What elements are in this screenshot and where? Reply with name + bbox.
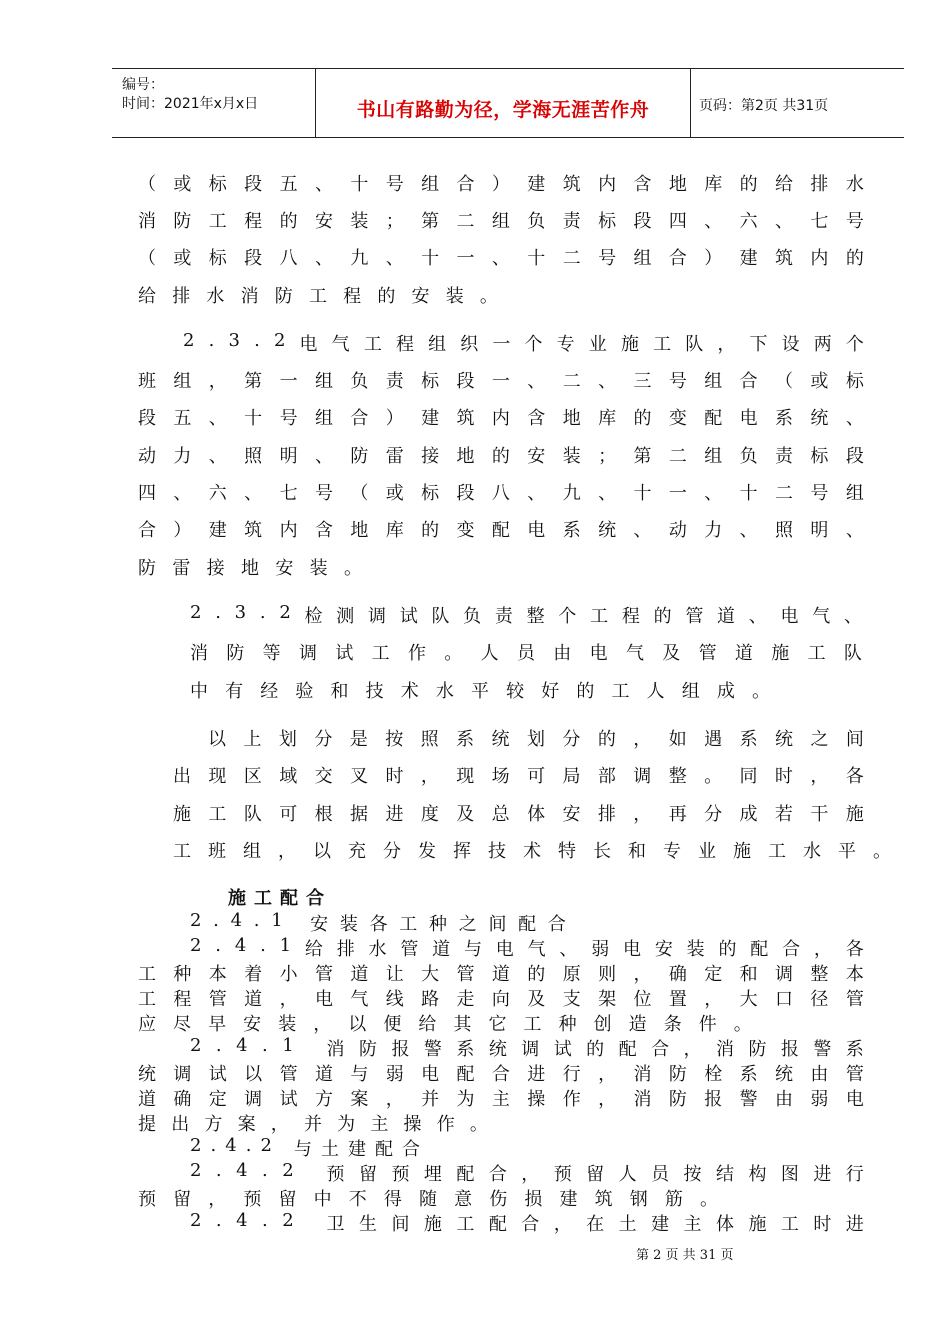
doc-time-label: 时间：2021年x月x日 (122, 96, 259, 112)
text-line: 2 . 4 . 1 消 防 报 警 系 统 调 试 的 配 合 ， 消 防 报 警 系 (190, 1035, 864, 1060)
text-line: 2 . 4 . 1 安 装 各 工 种 之 间 配 合 (190, 910, 566, 935)
text-line: 2 . 3 . 2 电 气 工 程 组 织 一 个 专 业 施 工 队 ， 下 设 两 个 (183, 330, 864, 355)
header-page-number: 页码：第2页 共31页 (699, 98, 829, 114)
text-line: 道 确 定 调 试 方 案 ， 并 为 主 操 作 ， 消 防 报 警 由 弱 电 (138, 1089, 864, 1110)
text-line: 段 五 、 十 号 组 合 ） 建 筑 内 含 地 库 的 变 配 电 系 统 、 (138, 408, 864, 429)
text-line: 消 防 工 程 的 安 装 ； 第 二 组 负 责 标 段 四 、 六 、 七 号 (138, 211, 864, 232)
text-line: （ 或 标 段 八 、 九 、 十 一 、 十 二 号 组 合 ） 建 筑 内 的 (138, 248, 864, 269)
text-line: 合 ） 建 筑 内 含 地 库 的 变 配 电 系 统 、 动 力 、 照 明 、 (138, 520, 864, 541)
text-line: 统 调 试 以 管 道 与 弱 电 配 合 进 行 ， 消 防 栓 系 统 由 管 (138, 1064, 864, 1085)
page-header (112, 68, 904, 138)
text-line: 2 . 3 . 2 检 测 调 试 队 负 责 整 个 工 程 的 管 道 、 电 气 、 (190, 602, 862, 627)
text-line: 工 种 本 着 小 管 道 让 大 管 道 的 原 则 ， 确 定 和 调 整 本 (138, 964, 864, 985)
text-line: 2 . 4 . 1 给 排 水 管 道 与 电 气 、 弱 电 安 装 的 配 合 ， 各 (190, 935, 864, 960)
text-line: 2 . 4 . 2 预 留 预 埋 配 合 ， 预 留 人 员 按 结 构 图 进 行 (190, 1160, 864, 1185)
section-heading: 施工配合 (228, 888, 332, 909)
footer-page-number: 第 2 页 共 31 页 (636, 1248, 734, 1263)
text-line: 预 留 ， 预 留 中 不 得 随 意 伤 损 建 筑 钢 筋 。 (138, 1189, 718, 1210)
text-line: 工 班 组 ， 以 充 分 发 挥 技 术 特 长 和 专 业 施 工 水 平 。 (173, 841, 891, 862)
header-motto: 书山有路勤为径，学海无涯苦作舟 (356, 99, 650, 121)
text-line: 班 组 ， 第 一 组 负 责 标 段 一 、 二 、 三 号 组 合 （ 或 标 (138, 371, 864, 392)
text-line: （ 或 标 段 五 、 十 号 组 合 ） 建 筑 内 含 地 库 的 给 排 水 (138, 174, 864, 195)
text-line: 2 . 4 . 2 与 土 建 配 合 (190, 1135, 420, 1160)
header-motto-cell (315, 69, 691, 137)
text-line: 出 现 区 域 交 叉 时 ， 现 场 可 局 部 调 整 。 同 时 ， 各 (173, 766, 864, 787)
header-meta-cell (112, 69, 315, 137)
text-line: 中 有 经 验 和 技 术 水 平 较 好 的 工 人 组 成 。 (190, 681, 770, 702)
text-line: 施 工 队 可 根 据 进 度 及 总 体 安 排 ， 再 分 成 若 干 施 (173, 804, 864, 825)
text-line: 应 尽 早 安 装 ， 以 便 给 其 它 工 种 创 造 条 件 。 (138, 1014, 752, 1035)
text-line: 提 出 方 案 ， 并 为 主 操 作 。 (138, 1114, 488, 1135)
doc-number-label: 编号： (122, 77, 164, 93)
text-line: 给 排 水 消 防 工 程 的 安 装 。 (138, 286, 498, 307)
text-line: 防 雷 接 地 安 装 。 (138, 558, 362, 579)
text-line: 动 力 、 照 明 、 防 雷 接 地 的 安 装 ； 第 二 组 负 责 标 段 (138, 446, 864, 467)
text-line: 以 上 划 分 是 按 照 系 统 划 分 的 ， 如 遇 系 统 之 间 (208, 729, 864, 750)
header-page-cell (689, 69, 904, 137)
text-line: 四 、 六 、 七 号 （ 或 标 段 八 、 九 、 十 一 、 十 二 号 组 (138, 483, 864, 504)
text-line: 2 . 4 . 2 卫 生 间 施 工 配 合 ， 在 土 建 主 体 施 工 时 进 (190, 1210, 864, 1235)
text-line: 消 防 等 调 试 工 作 。 人 员 由 电 气 及 管 道 施 工 队 (190, 643, 862, 664)
text-line: 工 程 管 道 ， 电 气 线 路 走 向 及 支 架 位 置 ， 大 口 径 管 (138, 989, 864, 1010)
